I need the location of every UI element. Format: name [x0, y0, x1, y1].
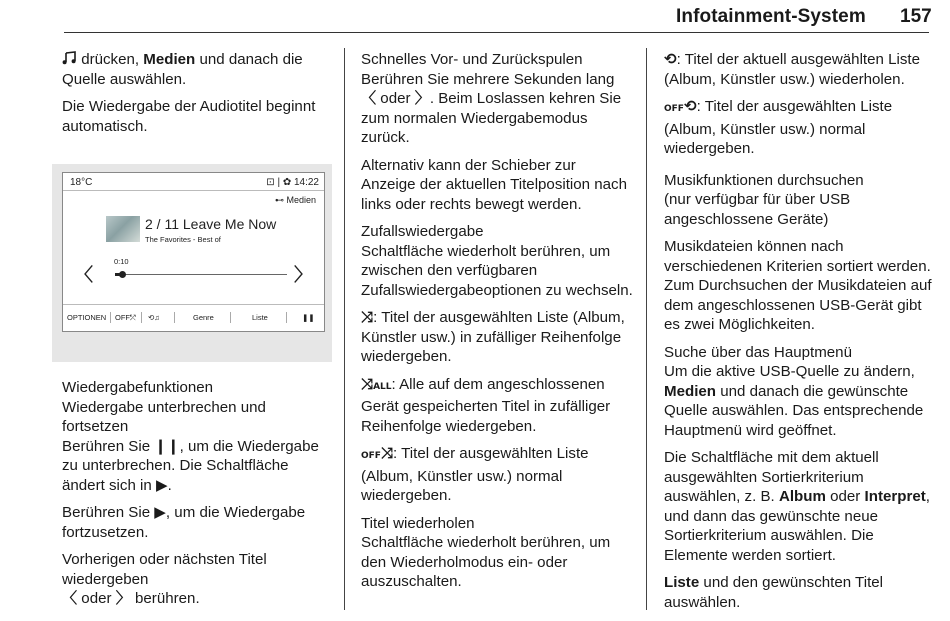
- heading-repeat: Titel wiederholen: [361, 514, 475, 532]
- paragraph-repeat: Schaltfläche wiederholt berühren, um den Wiederholmodus ein- oder auszuschalten.: [361, 534, 611, 590]
- paragraph-shuffle: Schaltfläche wiederholt berühren, um zwischen den verfügbaren Zufallswiedergabeoptionen zu wechseln.: [361, 242, 633, 299]
- paragraph-browse-note: (nur verfügbar für über USB angeschlossene Geräte): [664, 191, 851, 228]
- progress-knob[interactable]: [119, 271, 126, 278]
- album-name: The Favorites - Best of: [145, 235, 221, 244]
- next-track-icon[interactable]: 〉: [294, 265, 312, 286]
- shuffle-option-off: OFF⤨: Titel der ausgewählten Liste (Album, Künstler usw.) normal wiedergeben.: [361, 444, 589, 504]
- list-button[interactable]: Liste: [252, 313, 268, 322]
- column-2: [361, 50, 633, 600]
- shuffle-option-list: ⤨: Titel der ausgewählten Liste (Album, Künstler usw.) in zufälliger Reihenfolge wiedergeben.: [361, 308, 625, 365]
- play-icon: ▶: [154, 503, 166, 521]
- status-bar: ⊡ | ✿ 14:22: [266, 177, 319, 188]
- heading-seek: Schnelles Vor- und Zurückspulen: [361, 51, 583, 68]
- paragraph-resume: Berühren Sie ▶, um die Wiedergabe fortzusetzen.: [62, 503, 306, 541]
- options-button[interactable]: OPTIONEN: [67, 313, 107, 322]
- paragraph-browse: Musikdateien können nach verschiedenen Kriterien sortiert werden. Zum Durchsuchen der Musikdateien auf dem angeschlossenen USB-Gerät gibt es zwei Möglichkeiten.: [664, 238, 932, 333]
- pause-icon: ❙❙: [154, 436, 180, 455]
- chevron-right-icon: 〉: [414, 89, 430, 107]
- repeat-button[interactable]: ⟲♫: [148, 313, 160, 322]
- heading-playback-functions: Wiedergabefunktionen: [62, 379, 214, 396]
- chevron-left-icon: 〈: [62, 589, 78, 607]
- chevron-right-icon: 〉: [115, 589, 131, 607]
- heading-prev-next: Vorherigen oder nächsten Titel wiedergeben: [62, 551, 267, 588]
- source-label: ⊷ Medien: [274, 195, 316, 205]
- header-rule: [64, 32, 929, 33]
- infotainment-screen: [62, 172, 325, 332]
- progress-slider[interactable]: [115, 274, 287, 275]
- heading-browse: Musikfunktionen durchsuchen: [664, 171, 864, 189]
- genre-button[interactable]: Genre: [193, 313, 214, 322]
- repeat-icon: ⟲: [664, 50, 677, 68]
- paragraph-seek: Berühren Sie mehrere Sekunden lang 〈 oder 〉. Beim Loslassen kehren Sie zum normalen Wiedergabemodus zurück.: [361, 70, 622, 146]
- heading-shuffle: Zufallswiedergabe: [361, 223, 484, 240]
- column-3: [664, 50, 934, 620]
- previous-track-icon[interactable]: 〈: [75, 265, 93, 286]
- screen-divider-bottom: [63, 304, 324, 305]
- play-icon: ▶: [155, 475, 168, 494]
- shuffle-all-icon: ⤨ALL: [361, 374, 392, 393]
- paragraph-sort: Die Schaltfläche mit dem aktuell ausgewählten Sortierkriterium auswählen, z. B. Album oder Interpret, und dann das gewünschte neue Sortierkriterium auswählen. Die Elemente werden sortiert.: [664, 449, 930, 564]
- screen-divider-top: [63, 190, 324, 191]
- paragraph-slider: Alternativ kann der Schieber zur Anzeige der aktuellen Titelposition nach links oder rechts bewegt werden.: [361, 156, 627, 213]
- shuffle-button[interactable]: OFF⤱: [115, 313, 136, 322]
- column-divider-1: [344, 48, 345, 610]
- repeat-option-off: OFF⟲: Titel der ausgewählten Liste (Album, Künstler usw.) normal wiedergeben.: [664, 97, 893, 157]
- paragraph-list: Liste und den gewünschten Titel auswählen.: [664, 574, 884, 611]
- column-divider-2: [646, 48, 647, 610]
- heading-pause-resume: Wiedergabe unterbrechen und fortsetzen: [62, 398, 266, 435]
- page-number: 157: [900, 6, 932, 27]
- album-cover: [106, 216, 140, 242]
- interaction-bar: [63, 311, 324, 325]
- elapsed-time: 0:10: [114, 257, 129, 266]
- section-title: Infotainment-System: [676, 6, 866, 27]
- page-header: [0, 0, 950, 40]
- track-title: 2 / 11 Leave Me Now: [145, 216, 277, 232]
- column-1-lower: [62, 378, 332, 617]
- music-note-icon: [62, 51, 77, 65]
- paragraph-autoplay: Die Wiedergabe der Audiotitel beginnt automatisch.: [62, 98, 316, 135]
- temperature: 18°C: [70, 177, 93, 188]
- shuffle-option-all: ⤨ALL: Alle auf dem angeschlossenen Gerät gespeicherten Titel in zufälliger Reihenfolge wiedergeben.: [361, 374, 611, 435]
- shuffle-off-icon: OFF⤨: [361, 444, 394, 462]
- paragraph-search: Um die aktive USB-Quelle zu ändern, Medien und danach die gewünschte Quelle auswählen. Das entsprechende Hauptmenü wird geöffnet.: [664, 363, 924, 439]
- shuffle-icon: ⤨: [361, 308, 374, 326]
- repeat-option-on: ⟲: Titel der aktuell ausgewählten Liste (Album, Künstler usw.) wiederholen.: [664, 50, 920, 88]
- paragraph-prev-next: 〈 oder 〉 berühren.: [62, 589, 200, 607]
- chevron-left-icon: 〈: [361, 89, 377, 107]
- repeat-off-icon: OFF⟲: [664, 97, 697, 115]
- paragraph-press-media: drücken, Medien und danach die Quelle auswählen.: [62, 51, 303, 88]
- heading-search-main-menu: Suche über das Hauptmenü: [664, 343, 852, 361]
- column-1: [62, 50, 332, 144]
- pause-button[interactable]: ❚❚: [302, 313, 315, 322]
- paragraph-pause: Berühren Sie ❙❙, um die Wiedergabe zu unterbrechen. Die Schaltfläche ändert sich in ▶.: [62, 436, 319, 494]
